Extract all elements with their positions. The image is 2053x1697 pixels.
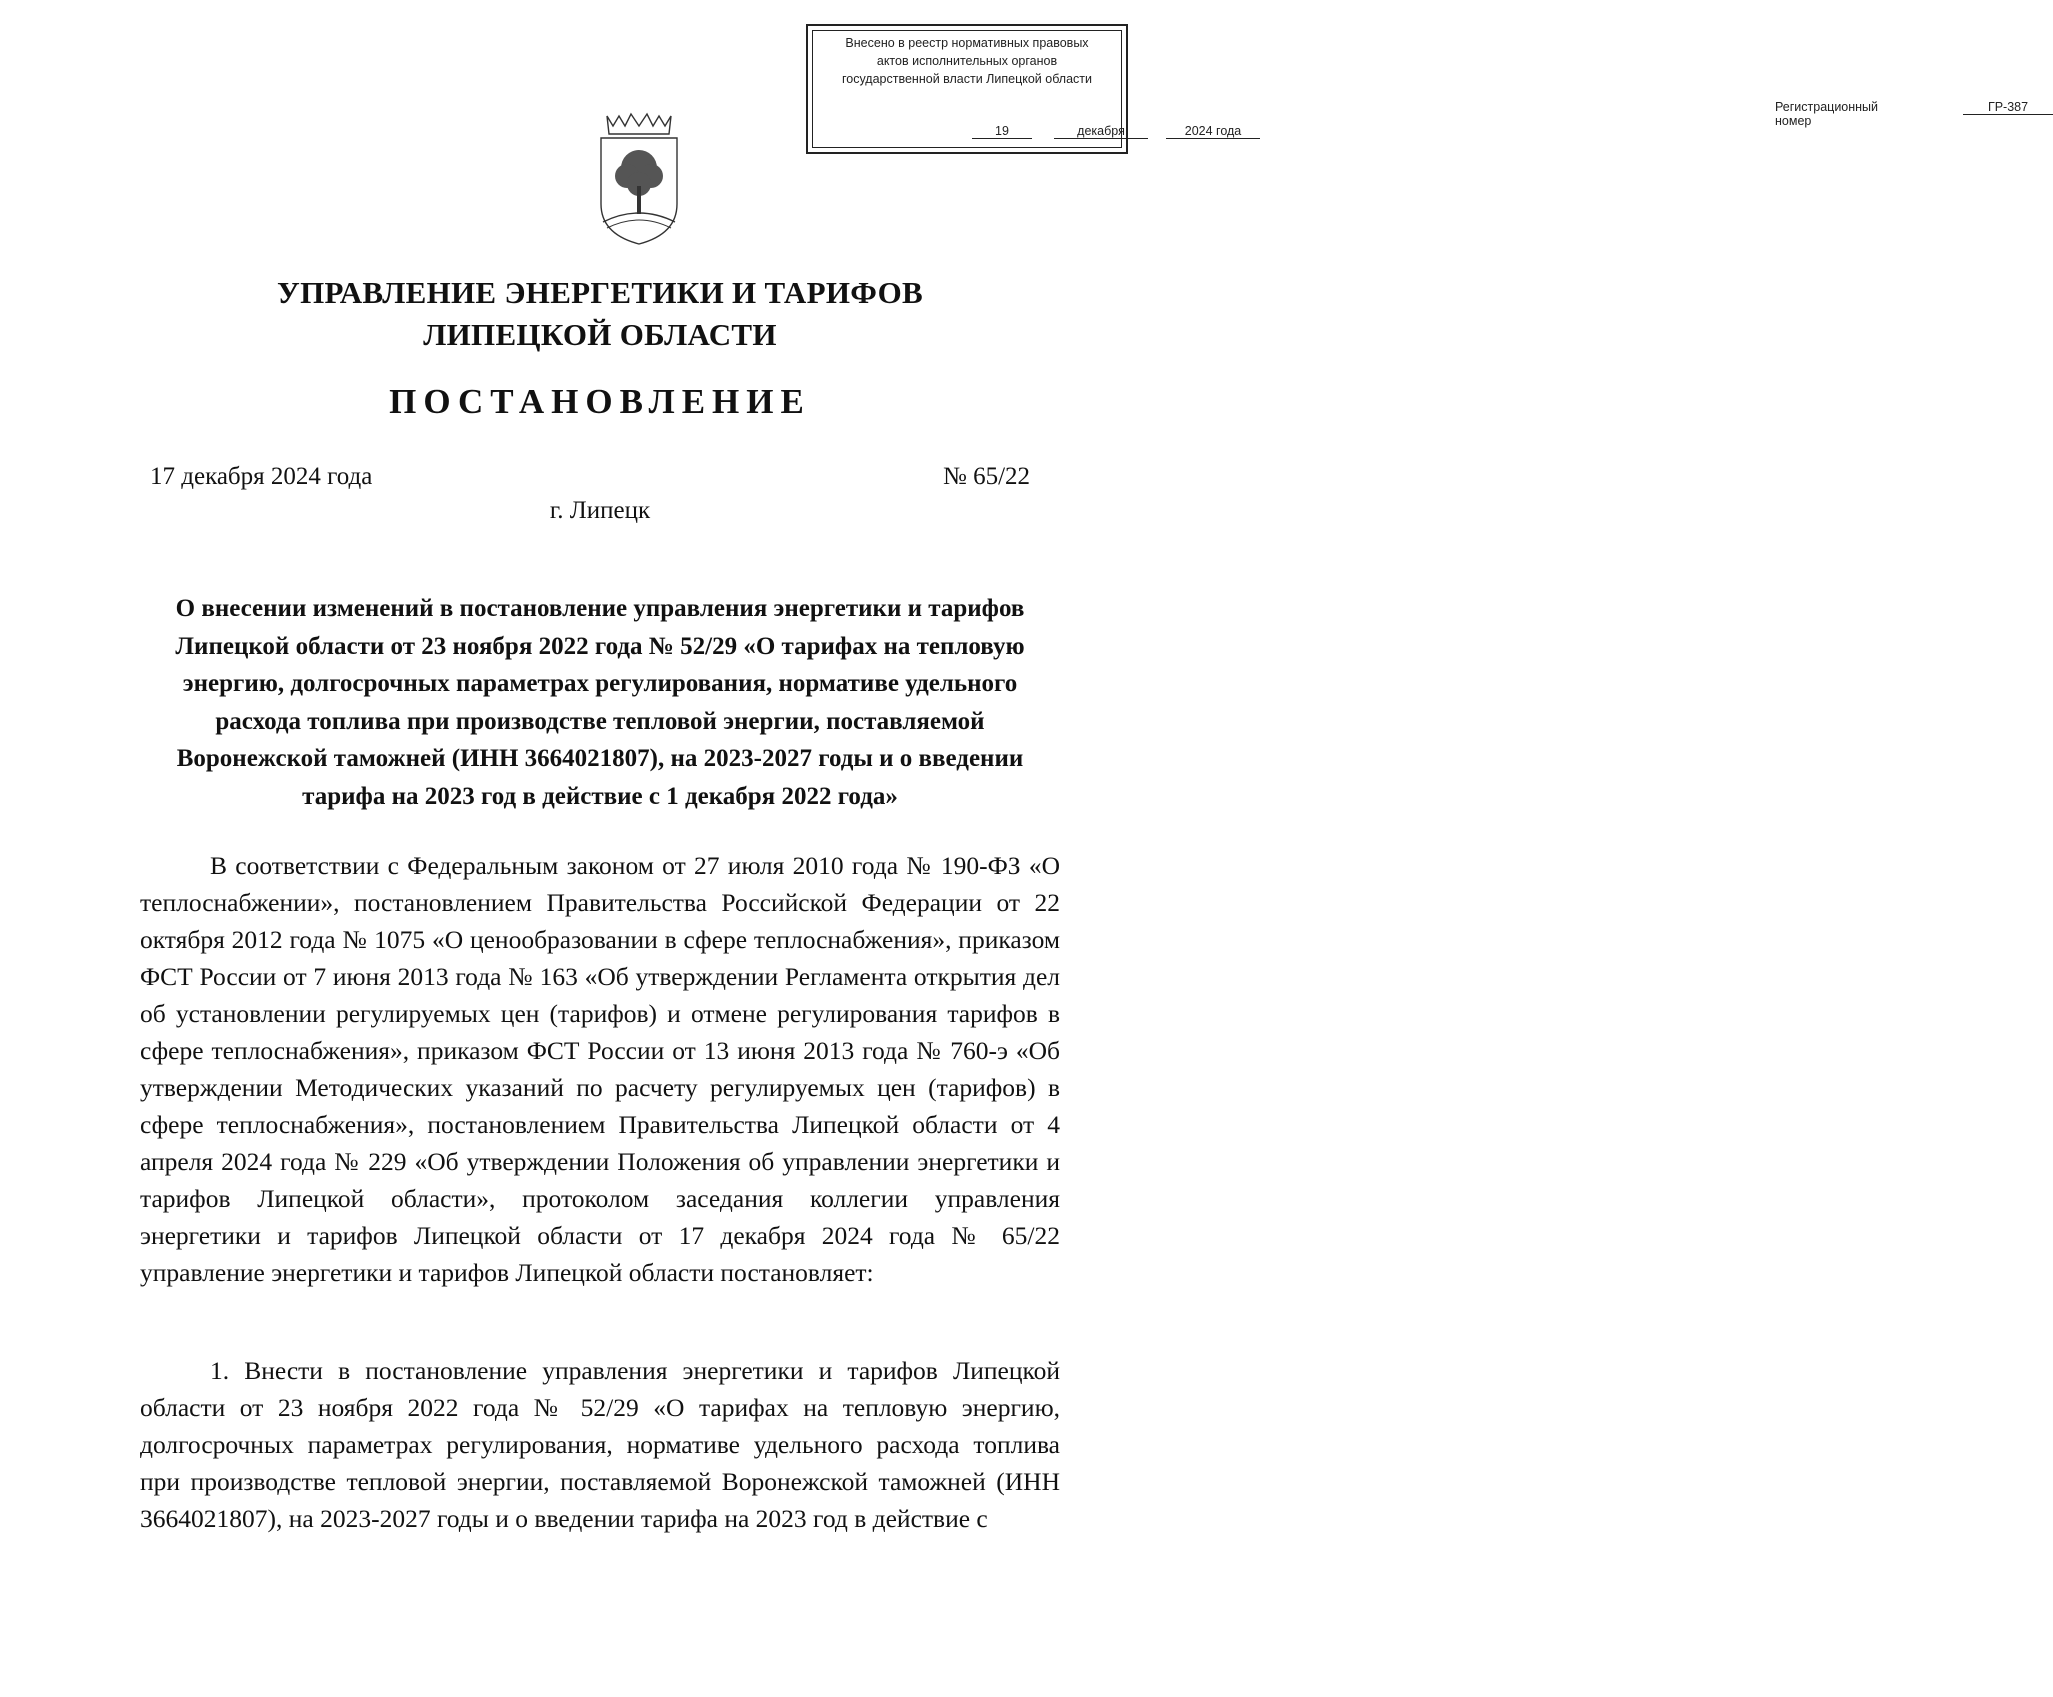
document-city: г. Липецк	[549, 497, 651, 524]
document-date: 17 декабря 2024 года	[150, 463, 373, 490]
registration-stamp	[806, 24, 2029, 154]
stamp-month: декабря	[1054, 124, 1148, 139]
document-number: № 65/22	[943, 463, 1031, 490]
stamp-year: 2024 года	[1166, 124, 1260, 139]
lipetsk-coat-of-arms-icon	[593, 112, 685, 247]
agency-name	[0, 272, 1200, 356]
agency-name-line-1: УПРАВЛЕНИЕ ЭНЕРГЕТИКИ И ТАРИФОВ	[277, 275, 923, 310]
stamp-line-1: Внесено в реестр нормативных правовых	[845, 36, 1089, 50]
body-paragraph-2: 1. Внести в постановление управления энергетики и тарифов Липецкой области от 23 ноября 2022 года № 52/29 «О тарифах на тепловую энергию, долгосрочных параметрах регулирования, нормативе удельного расхода топлива при производстве тепловой энергии, поставляемой Воронежской таможней (ИНН 3664021807), на 2023-2027 годы и о введении тарифа на 2023 год в действие с	[140, 1356, 1060, 1533]
body-paragraph-1: В соответствии с Федеральным законом от 27 июля 2010 года № 190-ФЗ «О теплоснабжении», постановлением Правительства Российской Федерации от 22 октября 2012 года № 1075 «О ценообразовании в сфере теплоснабжения», приказом ФСТ России от 7 июня 2013 года № 163 «Об утверждении Регламента открытия дел об установлении регулируемых цен (тарифов) и отмене регулирования тарифов в сфере теплоснабжения», приказом ФСТ России от 13 июня 2013 года № 760-э «Об утверждении Методических указаний по расчету регулируемых цен (тарифов) в сфере теплоснабжения», постановлением Правительства Липецкой области от 4 апреля 2024 года № 229 «Об утверждении Положения об управлении энергетики и тарифов Липецкой области», протоколом заседания коллегии управления энергетики и тарифов Липецкой области от 17 декабря 2024 года № 65/22 управление энергетики и тарифов Липецкой области постановляет:	[140, 851, 1060, 1287]
stamp-line-3: государственной власти Липецкой области	[841, 72, 1093, 86]
stamp-reg-number: ГР-387	[1963, 100, 2053, 115]
stamp-reg-label: Регистрационный номер	[1775, 100, 1879, 128]
agency-name-line-2: ЛИПЕЦКОЙ ОБЛАСТИ	[423, 317, 777, 352]
stamp-line-2: актов исполнительных органов	[876, 54, 1058, 68]
document-title: О внесении изменений в постановление управления энергетики и тарифов Липецкой области от 23 ноября 2022 года № 52/29 «О тарифах на тепловую энергию, долгосрочных параметрах регулирования, нормативе удельного расхода топлива при производстве тепловой энергии, поставляемой Воронежской таможней (ИНН 3664021807), на 2023-2027 годы и о введении тарифа на 2023 год в действие с 1 декабря 2022 года»	[175, 595, 1025, 810]
document-type: ПОСТАНОВЛЕНИЕ	[389, 382, 811, 421]
stamp-day: 19	[972, 124, 1032, 139]
